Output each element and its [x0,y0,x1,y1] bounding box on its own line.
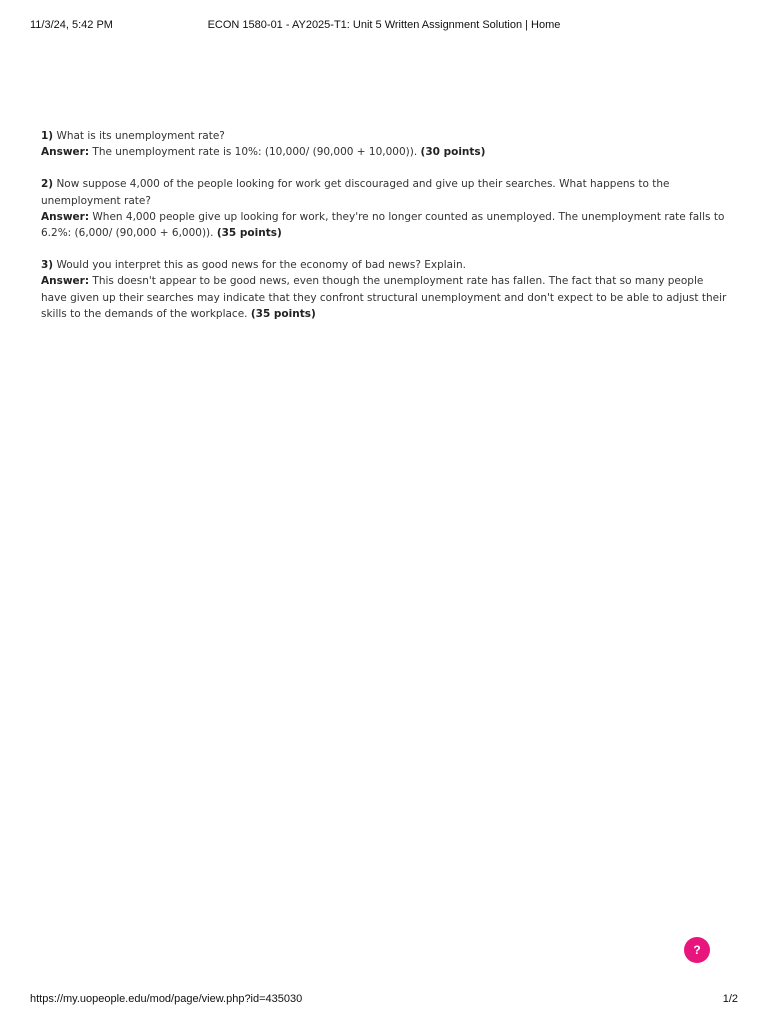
question-text: Now suppose 4,000 of the people looking for work get discouraged and give up their searches. What happens to the unemployment rate? [41,178,670,207]
question-line [41,257,731,273]
answer-label: Answer: [41,275,90,288]
question-number: 1) [41,130,54,142]
question-block-1 [41,128,731,160]
question-number: 2) [41,178,54,191]
answer-line [41,273,731,322]
points-label: (35 points) [216,227,282,240]
question-number: 3) [41,259,54,272]
question-mark-icon: ? [693,943,701,957]
answer-label: Answer: [41,210,90,223]
answer-text: When 4,000 people give up looking for work, they're no longer counted as unemployed. The unemployment rate falls to 6.2%: (6,000/ (90,000 + 6,000)). [41,210,725,240]
print-footer-url: https://my.uopeople.edu/mod/page/view.php?id=435030 [30,993,303,1005]
points-label: (35 points) [250,307,316,320]
question-block-2 [41,176,731,241]
help-button[interactable] [684,937,710,963]
answer-label: Answer: [41,146,90,159]
print-header-title: ECON 1580-01 - AY2025-T1: Unit 5 Written Assignment Solution | Home [207,19,561,31]
answer-text: This doesn't appear to be good news, even though the unemployment rate has fallen. The fact that so many people have given up their searches may indicate that they confront structural unemployment and don't expect to be able to adjust their skills to the demands of the workplace. [41,275,727,320]
question-block-3 [41,257,731,322]
question-line [41,176,731,208]
print-header-datetime: 11/3/24, 5:42 PM [30,19,113,31]
answer-text: The unemployment rate is 10%: (10,000/ (90,000 + 10,000)). [92,146,418,159]
points-label: (30 points) [420,146,486,159]
question-text: What is its unemployment rate? [56,130,225,142]
page-content [41,128,731,338]
question-text: Would you interpret this as good news for the economy of bad news? Explain. [56,259,467,272]
answer-line [41,209,731,241]
answer-line [41,144,731,160]
question-line [41,128,731,144]
print-footer-page-number: 1/2 [722,993,738,1005]
